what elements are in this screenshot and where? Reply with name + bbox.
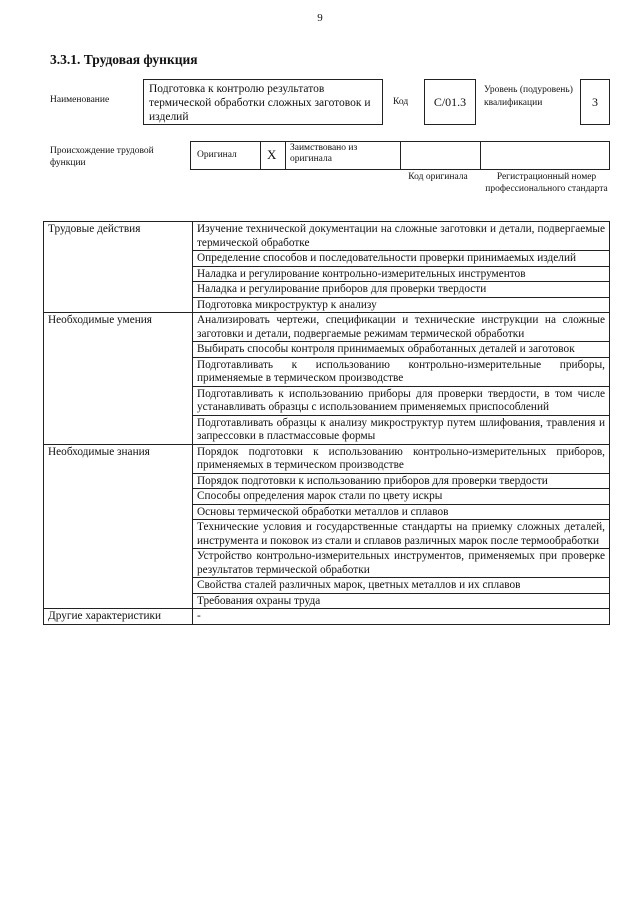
code-original-cell [400, 142, 480, 169]
item-cell: Порядок подготовки к использованию контрольно-измерительных приборов, применяемых в термическом производстве [193, 444, 610, 473]
original-mark: X [267, 147, 277, 162]
table-row [44, 609, 610, 625]
category-cell: Трудовые действия [44, 222, 193, 313]
item-cell: Порядок подготовки к использованию приборов для проверки твердости [193, 473, 610, 489]
item-cell: Наладка и регулирование приборов для проверки твердости [193, 282, 610, 298]
origin-label: Происхождение трудовой функции [50, 146, 154, 168]
function-name-box: Подготовка к контролю результатов термической обработки сложных заготовок и изделий [143, 79, 383, 125]
original-label: Оригинал [197, 150, 237, 160]
borrowed-label: Заимствовано из оригинала [290, 143, 358, 164]
item-cell: Наладка и регулирование контрольно-измерительных инструментов [193, 266, 610, 282]
item-cell: Подготавливать к использованию контрольно-измерительные приборы, применяемые в термическом производстве [193, 357, 610, 386]
category-cell: Другие характеристики [44, 609, 193, 625]
section-title: 3.3.1. Трудовая функция [50, 52, 198, 67]
function-table [43, 221, 610, 625]
item-cell: Анализировать чертежи, спецификации и технические инструкции на сложные заготовки и детали, подвергаемые режимам термической обработки [193, 313, 610, 342]
code-label: Код [393, 97, 409, 107]
original-mark-cell [260, 142, 285, 169]
name-label: Наименование [50, 95, 110, 105]
code-original-label: Код оригинала [408, 172, 468, 182]
category-cell: Необходимые умения [44, 313, 193, 445]
table-row [44, 222, 610, 251]
item-cell: Устройство контрольно-измерительных инструментов, применяемых при проверке результатов термической обработки [193, 549, 610, 578]
function-code-box: С/01.3 [424, 79, 476, 125]
origin-row [190, 141, 610, 170]
page-number: 9 [317, 12, 323, 24]
item-cell: Подготавливать к использованию приборы для проверки твердости, в том числе устанавливать образцы с использованием применяемых приспособлений [193, 386, 610, 415]
level-label: Уровень (подуровень) квалификации [484, 85, 573, 108]
level-value-box: 3 [580, 79, 610, 125]
reg-number-label: Регистрационный номер профессионального стандарта [485, 172, 608, 194]
item-cell: - [193, 609, 610, 625]
item-cell: Подготавливать образцы к анализу микроструктур путем шлифования, травления и запрессовки в пластмассовые формы [193, 415, 610, 444]
item-cell: Способы определения марок стали по цвету искры [193, 489, 610, 505]
table-row [44, 313, 610, 342]
item-cell: Требования охраны труда [193, 593, 610, 609]
item-cell: Определение способов и последовательности проверки принимаемых изделий [193, 251, 610, 267]
item-cell: Свойства сталей различных марок, цветных металлов и их сплавов [193, 578, 610, 594]
item-cell: Основы термической обработки металлов и сплавов [193, 504, 610, 520]
reg-number-cell [480, 142, 610, 169]
item-cell: Технические условия и государственные стандарты на приемку сложных деталей, инструмента и поковок из стали и сплавов различных марок после термообработки [193, 520, 610, 549]
item-cell: Выбирать способы контроля принимаемых обработанных деталей и заготовок [193, 342, 610, 358]
original-cell [190, 142, 260, 169]
item-cell: Изучение технической документации на сложные заготовки и детали, подвергаемые термической обработке [193, 222, 610, 251]
borrowed-cell [285, 142, 400, 169]
category-cell: Необходимые знания [44, 444, 193, 609]
item-cell: Подготовка микроструктур к анализу [193, 297, 610, 313]
table-row [44, 444, 610, 473]
